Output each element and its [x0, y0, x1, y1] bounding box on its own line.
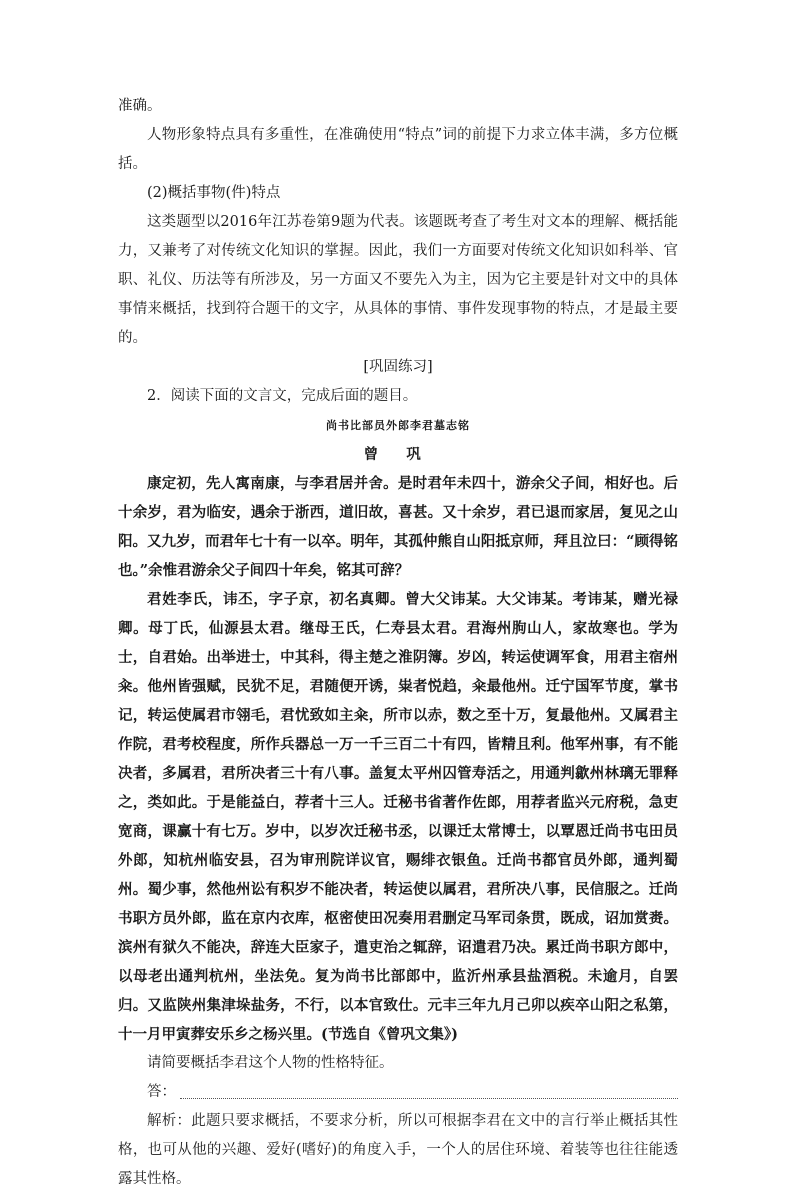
question-prompt: 请简要概括李君这个人物的性格特征。 — [147, 1055, 394, 1071]
paragraph-character-traits: 人物形象特点具有多重性，在准确使用“特点”词的前提下力求立体丰满，多方位概括。 — [118, 127, 678, 172]
answer-line[interactable] — [118, 1078, 678, 1107]
paragraph-question-type: 这类题型以2016年江苏卷第9题为代表。该题既考查了考生对文本的理解、概括能力，又兼考了对传统文化知识的掌握。因此，我们一方面要对传统文化知识如科举、官职、礼仪、历法等有所涉及，另一方面又不要先入为主，因为它主要是针对文中的具体事情来概括，找到符合题干的文字，从具体的事情、事件发现事物的特点，才是最主要的。 — [118, 214, 678, 346]
article-author: 曾 巩 — [363, 446, 433, 463]
question-intro: 2．阅读下面的文言文，完成后面的题目。 — [147, 388, 418, 404]
analysis-text: 解析：此题只要求概括，不要求分析，所以可根据李君在文中的言行举止概括其性格，也可从他的兴趣、爱好(嗜好)的角度入手，一个人的居住环境、着装等也往往能透露其性格。 — [118, 1113, 678, 1187]
paragraph-ending: 准确。 — [118, 98, 162, 114]
page-content — [118, 92, 678, 1194]
answer-label: 答： — [147, 1084, 176, 1100]
answer-blank[interactable] — [180, 1097, 678, 1099]
practice-heading: [巩固练习] — [363, 359, 433, 375]
section-heading-event-traits: (2)概括事物(件)特点 — [147, 185, 281, 201]
article-title: 尚书比部员外郎李君墓志铭 — [326, 419, 470, 432]
article-paragraph-1: 康定初，先人寓南康，与李君居并舍。是时君年未四十，游余父子间，相好也。后十余岁，君为临安，遇余于浙西，道旧故，喜甚。又十余岁，君已退而家居，复见之山阳。又九岁，而君年七十有一以卒。明年，其孤仲熊自山阳抵京师，拜且泣曰：“顾得铭也。”余惟君游余父子间四十年矣，铭其可辞？ — [118, 475, 678, 579]
article-paragraph-2: 君姓李氏，讳丕，字子京，初名真卿。曾大父讳某。大父讳某。考讳某，赠光禄卿。母丁氏，仙源县太君。继母王氏，仁寿县太君。君海州朐山人，家故寒也。学为士，自君始。出举进士，中其科，得主楚之淮阴簿。岁凶，转运使调军食，用君主宿州籴。他州皆强赋，民犹不足，君随便开诱，粜者悦趋，籴最他州。迁宁国军节度，掌书记，转运使属君市翎毛，君忧致如主籴，所市以赤，数之至十万，复最他州。又属君主作院，君考校程度，所作兵器总一万一千三百二十有四，皆精且利。他军州事，有不能决者，多属君，君所决者三十有八事。盖复太平州囚管寿活之，用通判歙州林璃无罪释之，类如此。于是能益白，荐者十三人。迁秘书省著作佐郎，用荐者监兴元府税，急吏宽商，课赢十有七万。岁中，以岁次迁秘书丞，以课迁太常博士，以覃恩迁尚书屯田员外郎，知杭州临安县，召为审刑院详议官，赐绯衣银鱼。迁尚书都官员外郎，通判蜀州。蜀少事，然他州讼有积岁不能决者，转运使以属君，君所决八事，民信服之。迁尚书职方员外郎，监在京内衣库，枢密使田况奏用君删定马军司条贯，既成，诏加赏赉。滨州有狱久不能决，辞连大臣家子，遣吏治之辄辞，诏遣君乃决。累迁尚书职方郎中，以母老出通判杭州，坐法免。复为尚书比部郎中，监沂州承县盐酒税。未逾月，自罢归。又监陕州集津垛盐务，不行，以本官致仕。元丰三年九月己卯以疾卒山阳之私第，十一月甲寅葬安乐乡之杨兴里。(节选自《曾巩文集》) — [118, 591, 678, 1043]
